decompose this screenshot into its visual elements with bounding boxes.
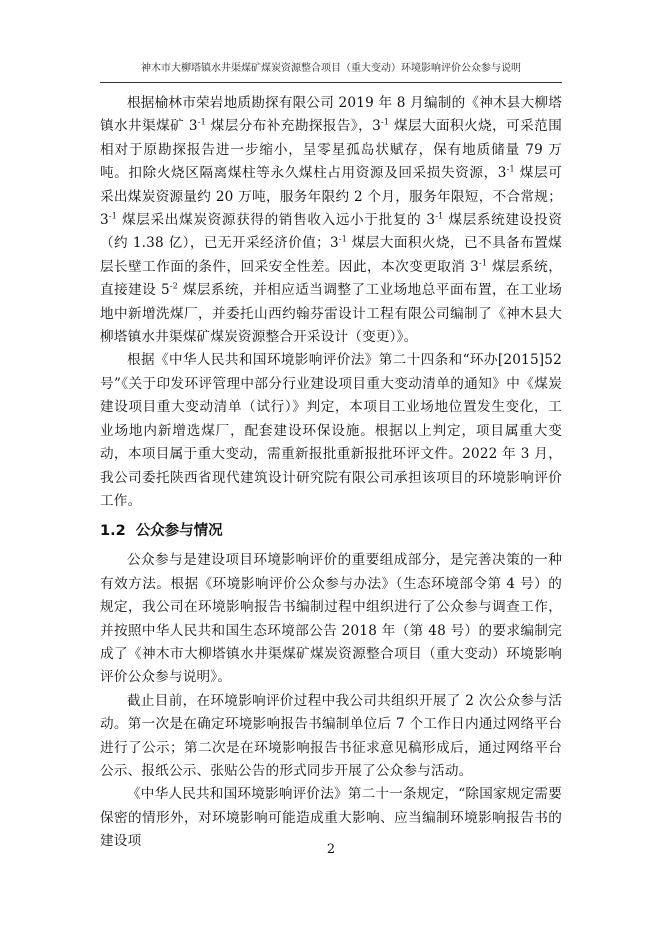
paragraph-legal-basis: 根据《中华人民共和国环境影响评价法》第二十四条和“环办[2015]52 号”《关于印发环评管理中部分行业建设项目重大变动清单的通知》中《煤炭建设项目重大变动清单（试行）》判定，本项目工业场地位置发生变化，工业场地内新增选煤厂，配套建设环保设施。根据以上判定，项目属重大变动，本项目属于重大变动，需重新报批重新报批环评文件。2022 年 3 月，我公司委托陕西省现代建筑设计研究院有限公司承担该项目的环境影响评价工作。 [100,352,562,509]
paragraph-public-participation: 公众参与是建设项目环境影响评价的重要组成部分，是完善决策的一种有效方法。根据《环境影响评价公众参与办法》（生态环境部令第 4 号）的规定，我公司在环境影响报告书编制过程中组织进行了公众参与调查工作，并按照中华人民共和国生态环境部公告 2018 年（第 48 号）的要求编制完成了《神木市大柳塔镇水井渠煤矿煤炭资源整合项目（重大变动）环境影响评价公众参与说明》。 [100,552,562,686]
page-number: 2 [326,842,336,857]
paragraph-law-article: 《中华人民共和国环境影响评价法》第二十一条规定，“除国家规定需要保密的情形外，对环境影响可能造成重大影响、应当编制环境影响报告书的建设项 [100,786,562,850]
paragraph-background: 根据榆林市荣岩地质勘探有限公司 2019 年 8 月编制的《神木县大柳塔镇水井渠煤矿 $3^{-1}$ 煤层分布补充勘探报告》，$3^{-1}$ 煤层大面积火烧，可采范围相对于原勘探报告进一步缩小，呈零星孤岛状赋存，保有地质储量 79 万吨。扣除火烧区隔离煤柱等永久煤柱占用资源及回采损失资源，$3^{-1}$ 煤层可采出煤炭资源量约 20 万吨，服务年限约 2 个月，服务年限短，不合常规；$3^{-1}$ 煤层采出煤炭资源获得的销售收入远小于批复的 $3^{-1}$ 煤层系统建设投资（约 1.38 亿），已无开采经济价值；$3^{-1}$ 煤层大面积火烧，已不具备布置煤层长壁工作面的条件，回采安全性差。因此，本次变更取消 $3^{-1}$ 煤层系统，直接建设 $5^{-2}$ 煤层系统，并相应适当调整了工业场地总平面布置，在工业场地中新增洗煤厂，并委托山西约翰芬雷设计工程有限公司编制了《神木县大柳塔镇水井渠煤矿煤炭资源整合开采设计（变更）》。 [100,95,563,346]
section-number: 1.2 [100,523,126,540]
section-title: 公众参与情况 [135,523,223,540]
running-header: 神木市大柳塔镇水井渠煤矿煤炭资源整合项目（重大变动）环境影响评价公众参与说明 [141,63,521,74]
header-divider [100,82,562,83]
document-body [100,92,562,854]
section-heading [100,513,562,549]
paragraph-activities: 截止目前，在环境影响评价过程中我公司共组织开展了 2 次公众参与活动。第一次是在确定环境影响报告书编制单位后 7 个工作日内通过网络平台进行了公示；第二次是在环境影响报告书征求意见稿形成后，通过网络平台公示、报纸公示、张贴公告的形式同步开展了公众参与活动。 [100,692,562,779]
